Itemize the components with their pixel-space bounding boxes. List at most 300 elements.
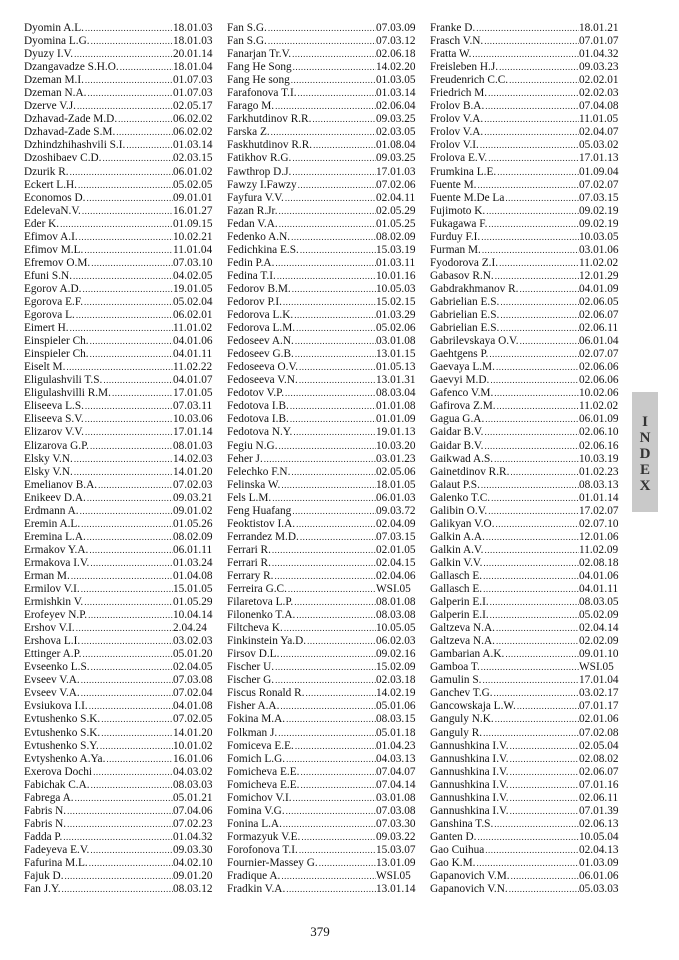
entry-reference-code: 07.01.17 (579, 700, 619, 713)
entry-reference-code: 04.01.08 (173, 700, 213, 713)
index-entry (227, 479, 420, 492)
dot-leader (271, 126, 376, 139)
entry-author-name: Gabrielian E.S. (430, 295, 500, 308)
dot-leader (485, 844, 579, 857)
index-entry (430, 661, 623, 674)
entry-reference-code: 07.04.14 (376, 778, 416, 791)
entry-reference-code: 05.02.09 (579, 609, 619, 622)
index-entry (430, 518, 623, 531)
index-entry (24, 348, 217, 361)
entry-reference-code: 02.04.11 (376, 191, 416, 204)
index-entry (24, 453, 217, 466)
entry-author-name: Ermakov Y.A. (24, 543, 89, 556)
page-number: 379 (310, 924, 330, 939)
dot-leader (488, 218, 579, 231)
entry-author-name: Ferreira G.C. (227, 583, 287, 596)
index-entry (430, 322, 623, 335)
index-entry (430, 139, 623, 152)
entry-author-name: Dzurik R. (24, 165, 69, 178)
entry-author-name: Gapanovich V.N. (430, 883, 508, 896)
entry-reference-code: 11.02.22 (173, 361, 213, 374)
index-entry (430, 570, 623, 583)
entry-reference-code: 19.01.13 (376, 426, 416, 439)
dot-leader (299, 361, 376, 374)
entry-author-name: Elsky V.N. (24, 452, 73, 465)
index-entry (24, 413, 217, 426)
index-entry (24, 609, 217, 622)
dot-leader (307, 635, 376, 648)
entry-reference-code: 02.04.14 (579, 622, 619, 635)
entry-reference-code: 09.03.25 (376, 152, 416, 165)
index-entry (227, 635, 420, 648)
entry-author-name: Fujimoto K. (430, 204, 486, 217)
entry-reference-code: 02.04.13 (579, 843, 619, 856)
dot-leader (280, 648, 376, 661)
index-entry (227, 596, 420, 609)
index-entry (227, 870, 420, 883)
index-entry (430, 400, 623, 413)
dot-leader (91, 35, 173, 48)
entry-reference-code: 02.06.11 (579, 791, 619, 804)
entry-reference-code: 06.02.01 (173, 309, 213, 322)
entry-reference-code: 08.02.09 (173, 530, 213, 543)
dot-leader (67, 805, 173, 818)
index-entry (24, 596, 217, 609)
dot-leader (76, 622, 173, 635)
entry-reference-code: 18.01.21 (579, 22, 619, 34)
index-entry (24, 309, 217, 322)
entry-reference-code: 02.05.17 (173, 100, 213, 113)
entry-author-name: Fradique A. (227, 870, 281, 883)
index-entry (227, 361, 420, 374)
dot-leader (90, 440, 173, 453)
index-entry (24, 166, 217, 179)
entry-author-name: Efimov M.L. (24, 243, 84, 256)
entry-author-name: Franke D. (430, 22, 476, 34)
entry-reference-code: 02.07.10 (579, 517, 619, 530)
entry-reference-code: 02.06.06 (579, 361, 619, 374)
index-entry (227, 727, 420, 740)
entry-reference-code: 07.03.12 (376, 35, 416, 48)
index-entry (430, 218, 623, 231)
entry-author-name: Farkhutdinov R.R. (227, 113, 312, 126)
dot-leader (283, 296, 376, 309)
entry-reference-code: 08.03.13 (579, 478, 619, 491)
index-entry (227, 257, 420, 270)
entry-author-name: Economos D. (24, 191, 86, 204)
index-entry (227, 335, 420, 348)
dot-leader (91, 779, 173, 792)
entry-reference-code: 14.02.03 (173, 452, 213, 465)
entry-reference-code: 02.01.06 (579, 713, 619, 726)
entry-reference-code: 02.06.07 (579, 765, 619, 778)
index-entry (24, 361, 217, 374)
index-entry (24, 270, 217, 283)
entry-author-name: Ettinger A.P. (24, 648, 82, 661)
entry-author-name: Enikeev D.A. (24, 491, 86, 504)
entry-author-name: Fang He song (227, 74, 290, 87)
entry-reference-code: 03.02.03 (173, 635, 213, 648)
entry-reference-code: WSI.05 (579, 661, 614, 674)
index-entry (24, 492, 217, 505)
index-entry (430, 440, 623, 453)
entry-author-name: Fedan V.A. (227, 217, 278, 230)
entry-author-name: Evseev V.A. (24, 687, 80, 700)
entry-reference-code: 07.02.23 (173, 817, 213, 830)
dot-leader (87, 87, 173, 100)
index-entry (430, 596, 623, 609)
entry-author-name: Frolov V.A. (430, 126, 484, 139)
index-entry (24, 113, 217, 126)
entry-author-name: Fratta W. (430, 48, 472, 61)
entry-reference-code: 09.03.22 (376, 830, 416, 843)
dot-leader (490, 609, 579, 622)
entry-reference-code: 02.07.07 (579, 348, 619, 361)
index-entry (227, 400, 420, 413)
entry-author-name: Evseev V.A. (24, 674, 80, 687)
index-entry (430, 557, 623, 570)
entry-reference-code: 04.01.11 (173, 348, 213, 361)
entry-reference-code: 06.01.06 (579, 870, 619, 883)
entry-reference-code: 04.03.13 (376, 752, 416, 765)
dot-leader (78, 179, 173, 192)
entry-author-name: Forofonova T.I. (227, 843, 298, 856)
index-entry (227, 531, 420, 544)
entry-reference-code: 01.04.08 (173, 569, 213, 582)
dot-leader (74, 466, 173, 479)
entry-reference-code: 14.01.20 (173, 726, 213, 739)
entry-reference-code: 08.03.15 (376, 713, 416, 726)
entry-author-name: Furman M. (430, 243, 481, 256)
index-entry (24, 779, 217, 792)
entry-reference-code: 10.05.04 (579, 830, 619, 843)
entry-reference-code: 08.01.08 (376, 596, 416, 609)
index-entry (430, 818, 623, 831)
entry-reference-code: 01.07.03 (173, 87, 213, 100)
entry-author-name: Galperin E.I. (430, 596, 489, 609)
index-entry (430, 166, 623, 179)
side-tab-letter: E (639, 462, 650, 478)
dot-leader (79, 231, 173, 244)
entry-author-name: Frasch V.N. (430, 35, 484, 48)
entry-author-name: Gannushkina I.V. (430, 804, 509, 817)
entry-author-name: Gannushkina I.V. (430, 791, 509, 804)
index-entry (227, 609, 420, 622)
index-entry (430, 87, 623, 100)
index-entry (24, 805, 217, 818)
dot-leader (494, 387, 579, 400)
dot-leader (484, 35, 579, 48)
index-entry (430, 126, 623, 139)
entry-author-name: Eimert H. (24, 322, 69, 335)
index-entry (430, 61, 623, 74)
index-entry (227, 648, 420, 661)
entry-reference-code: 14.01.20 (173, 465, 213, 478)
entry-author-name: Fuente M. (430, 178, 477, 191)
entry-author-name: Farska Z. (227, 126, 270, 139)
entry-reference-code: 09.01.01 (173, 191, 213, 204)
entry-author-name: Fomich L.G. (227, 752, 286, 765)
entry-reference-code: 10.05.03 (376, 282, 416, 295)
dot-leader (293, 792, 376, 805)
dot-leader (312, 113, 376, 126)
entry-author-name: Friedrich M. (430, 87, 488, 100)
entry-author-name: Fiscus Ronald R. (227, 687, 305, 700)
entry-reference-code: 07.04.07 (376, 765, 416, 778)
index-entry (227, 518, 420, 531)
entry-reference-code: 01.09.15 (173, 217, 213, 230)
dot-leader (290, 413, 376, 426)
index-entry (24, 870, 217, 883)
index-entry (227, 779, 420, 792)
entry-reference-code: 08.02.09 (376, 230, 416, 243)
entry-reference-code: 07.03.30 (376, 817, 416, 830)
index-entry (430, 831, 623, 844)
index-entry (227, 296, 420, 309)
entry-author-name: Felinska W. (227, 478, 281, 491)
dot-leader (74, 453, 173, 466)
entry-reference-code: 18.01.03 (173, 35, 213, 48)
entry-author-name: Dyomina L.G. (24, 35, 90, 48)
entry-reference-code: 01.04.32 (173, 830, 213, 843)
index-entry (227, 244, 420, 257)
entry-reference-code: 02.05.29 (376, 204, 416, 217)
dot-leader (294, 596, 376, 609)
index-entry (430, 805, 623, 818)
entry-author-name: Evsiukova I.I. (24, 700, 88, 713)
entry-reference-code: 16.01.27 (173, 204, 213, 217)
entry-author-name: Frolova E.V. (430, 152, 488, 165)
dot-leader (295, 335, 376, 348)
entry-author-name: Feoktistov I.A. (227, 517, 296, 530)
dot-leader (477, 179, 579, 192)
entry-reference-code: 11.02.02 (579, 400, 619, 413)
index-entry (24, 283, 217, 296)
entry-author-name: Fomina V.G. (227, 804, 285, 817)
dot-leader (91, 257, 173, 270)
index-entry (24, 440, 217, 453)
entry-reference-code: 01.01.09 (376, 413, 416, 426)
dot-leader (275, 257, 376, 270)
index-entry (227, 740, 420, 753)
entry-reference-code: 19.01.05 (173, 282, 213, 295)
entry-reference-code: WSI.05 (376, 583, 411, 596)
entry-author-name: Egorova L. (24, 309, 75, 322)
index-entry (227, 87, 420, 100)
index-entry (227, 857, 420, 870)
index-entry (24, 179, 217, 192)
index-entry (24, 296, 217, 309)
dot-leader (120, 61, 173, 74)
entry-author-name: Elizarova G.P. (24, 439, 89, 452)
entry-author-name: Eliseeva L.S. (24, 400, 84, 413)
index-entry (227, 413, 420, 426)
entry-reference-code: 05.03.02 (579, 139, 619, 152)
dot-leader (74, 48, 173, 61)
entry-reference-code: 01.01.14 (579, 491, 619, 504)
index-entry (227, 883, 420, 896)
index-entry (430, 453, 623, 466)
entry-reference-code: 17.01.03 (376, 165, 416, 178)
entry-reference-code: 01.03.09 (579, 857, 619, 869)
entry-reference-code: 10.05.05 (376, 622, 416, 635)
index-entry (430, 622, 623, 635)
entry-reference-code: 02.03.05 (376, 126, 416, 139)
entry-author-name: Gaidar B.V. (430, 439, 484, 452)
dot-leader (63, 831, 173, 844)
index-entry (227, 700, 420, 713)
dot-leader (510, 766, 579, 779)
entry-author-name: Evtushenko S.Y. (24, 739, 99, 752)
entry-reference-code: 05.02.04 (173, 295, 213, 308)
entry-author-name: Ermilov V.I. (24, 583, 80, 596)
entry-reference-code: 01.04.23 (376, 739, 416, 752)
entry-reference-code: 10.03.05 (579, 230, 619, 243)
dot-leader (290, 400, 376, 413)
dot-leader (103, 152, 174, 165)
index-entry (227, 374, 420, 387)
index-entry (227, 713, 420, 726)
index-entry (24, 218, 217, 231)
dot-leader (499, 61, 579, 74)
dot-leader (509, 883, 579, 896)
dot-leader (81, 583, 173, 596)
entry-reference-code: 11.01.02 (173, 322, 213, 335)
entry-reference-code: 01.07.03 (173, 74, 213, 87)
entry-author-name: Galikyan V.O. (430, 517, 495, 530)
index-entry (24, 518, 217, 531)
entry-author-name: Ferrari R. (227, 543, 271, 556)
index-entry (430, 844, 623, 857)
index-entry (24, 48, 217, 61)
dot-leader (91, 661, 173, 674)
entry-author-name: Fang He Song (227, 61, 292, 74)
index-entry (227, 179, 420, 192)
entry-author-name: Fedin P.A. (227, 256, 275, 269)
index-entry (24, 531, 217, 544)
index-entry (227, 100, 420, 113)
entry-author-name: Einspieler Ch. (24, 348, 89, 361)
entry-author-name: Dzoshibaev C.D. (24, 152, 102, 165)
entry-author-name: Dzangavadze S.H.O. (24, 61, 119, 74)
index-entry (24, 713, 217, 726)
entry-reference-code: 08.01.03 (173, 439, 213, 452)
entry-author-name: Egorova E.F. (24, 295, 84, 308)
entry-author-name: Eligulashvilli R.M. (24, 387, 111, 400)
entry-author-name: Galtzeva N.A. (430, 635, 495, 648)
dot-leader (494, 818, 579, 831)
dot-leader (90, 844, 173, 857)
entry-reference-code: 02.04.06 (376, 569, 416, 582)
index-entry (24, 205, 217, 218)
entry-reference-code: 08.03.08 (376, 609, 416, 622)
index-entry (227, 661, 420, 674)
entry-reference-code: 03.02.17 (579, 687, 619, 700)
dot-leader (477, 857, 580, 870)
entry-reference-code: 10.02.06 (579, 387, 619, 400)
entry-reference-code: 07.03.08 (376, 804, 416, 817)
dot-leader (268, 35, 376, 48)
dot-leader (84, 244, 173, 257)
entry-reference-code: 16.01.06 (173, 752, 213, 765)
dot-leader (491, 492, 579, 505)
index-entry (227, 126, 420, 139)
entry-reference-code: 06.02.03 (376, 635, 416, 648)
entry-reference-code: 02.02.03 (579, 87, 619, 100)
index-entry (24, 557, 217, 570)
entry-reference-code: 13.01.14 (376, 883, 416, 896)
index-entry (24, 400, 217, 413)
entry-author-name: Evseenko L.S. (24, 661, 90, 674)
entry-reference-code: 09.02.19 (579, 204, 619, 217)
dot-leader (505, 648, 579, 661)
entry-author-name: Efuni S.N. (24, 269, 73, 282)
entry-author-name: Egorov A.D. (24, 282, 82, 295)
index-entry (430, 309, 623, 322)
entry-author-name: Filonenko T.A. (227, 609, 296, 622)
index-entry (24, 387, 217, 400)
entry-author-name: Fomichov V.I. (227, 791, 292, 804)
index-entry (24, 570, 217, 583)
entry-reference-code: 02.06.04 (376, 100, 416, 113)
entry-author-name: Filtcheva K. (227, 622, 283, 635)
index-entry (227, 583, 420, 596)
index-entry (430, 22, 623, 35)
index-column-3 (430, 22, 623, 896)
side-tab-letter: D (639, 446, 651, 462)
index-entry (430, 700, 623, 713)
entry-author-name: Dyuzy I.V. (24, 48, 74, 61)
index-column-1 (24, 22, 217, 896)
dot-leader (286, 805, 376, 818)
index-entry (24, 257, 217, 270)
entry-reference-code: 05.01.20 (173, 648, 213, 661)
index-entry (430, 192, 623, 205)
entry-author-name: Finkinstein Ya.D. (227, 635, 307, 648)
entry-author-name: Felechko F.N. (227, 465, 291, 478)
dot-leader (482, 244, 579, 257)
entry-author-name: Fawthrop D.J. (227, 165, 292, 178)
entry-author-name: Erdmann A. (24, 504, 79, 517)
entry-author-name: Galaut P.S. (430, 478, 480, 491)
dot-leader (481, 661, 579, 674)
dot-leader (511, 870, 579, 883)
dot-leader (280, 700, 376, 713)
entry-reference-code: 01.03.29 (376, 309, 416, 322)
index-entry (24, 374, 217, 387)
index-entry (227, 387, 420, 400)
dot-leader (476, 22, 579, 35)
dot-leader (295, 348, 376, 361)
dot-leader (484, 440, 579, 453)
entry-reference-code: 13.01.09 (376, 857, 416, 869)
entry-author-name: Galkin V.V. (430, 556, 483, 569)
entry-reference-code: 06.01.03 (376, 491, 416, 504)
entry-reference-code: 17.01.04 (579, 674, 619, 687)
entry-reference-code: 10.03.19 (579, 452, 619, 465)
dot-leader (488, 87, 579, 100)
entry-reference-code: 03.01.08 (376, 791, 416, 804)
entry-author-name: Gainetdinov R.R. (430, 465, 510, 478)
entry-author-name: Gabdrakhmanov R. (430, 282, 519, 295)
dot-leader (89, 544, 173, 557)
dot-leader (274, 570, 376, 583)
index-entry (430, 35, 623, 48)
entry-author-name: Fradkin V.A. (227, 883, 286, 896)
entry-reference-code: 12.01.29 (579, 269, 619, 282)
dot-leader (264, 453, 376, 466)
index-entry (24, 139, 217, 152)
